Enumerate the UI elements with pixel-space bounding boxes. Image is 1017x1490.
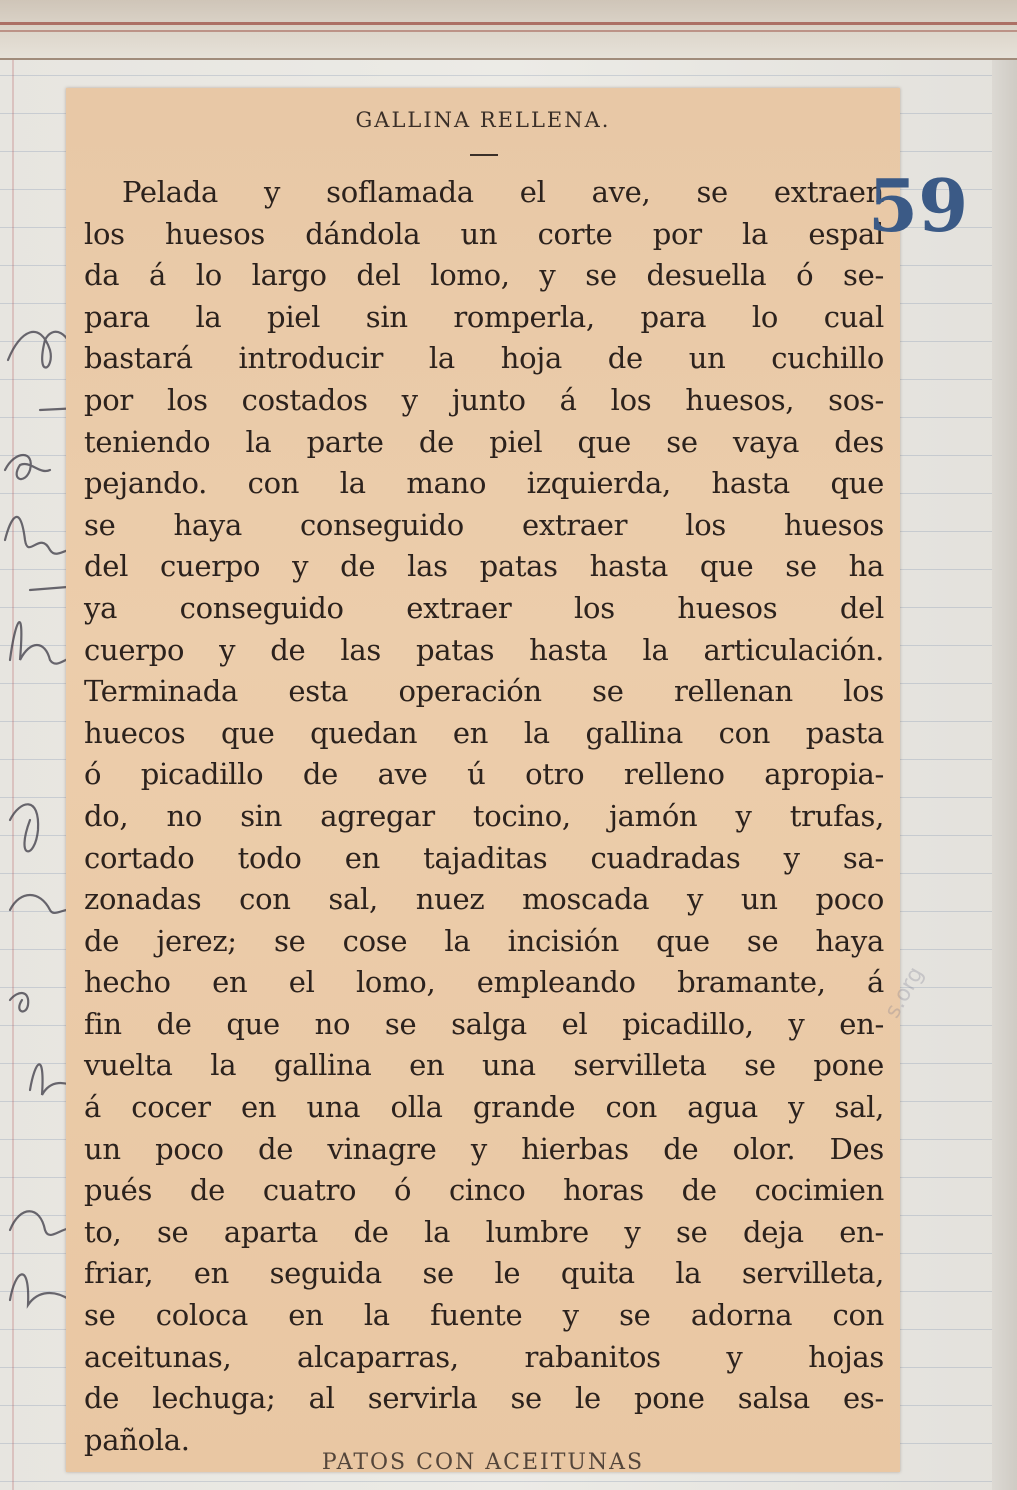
text-line: los huesos dándola un corte por la espal bbox=[84, 216, 884, 251]
text-line: de jerez; se cose la incisión que se haya bbox=[84, 923, 884, 958]
text-line: pañola. bbox=[84, 1422, 190, 1457]
handwriting-stroke bbox=[10, 993, 28, 1011]
text-line: á cocer en una olla grande con agua y sal, bbox=[84, 1090, 884, 1125]
handwriting-stroke bbox=[8, 332, 75, 368]
handwriting-stroke bbox=[5, 455, 50, 479]
text-line: huecos que quedan en la gallina con pasta bbox=[84, 715, 884, 750]
newspaper-clipping bbox=[66, 88, 900, 1472]
text-line: del cuerpo y de las patas hasta que se ha bbox=[84, 549, 884, 584]
text-line: ya conseguido extraer los huesos del bbox=[84, 590, 884, 625]
text-line: por los costados y junto á los huesos, sos- bbox=[84, 382, 884, 417]
text-line: hecho en el lomo, empleando bramante, á bbox=[84, 965, 884, 1000]
text-line: pués de cuatro ó cinco horas de cocimien bbox=[84, 1173, 884, 1208]
page-number: 59 bbox=[868, 163, 969, 248]
text-line: Pelada y soflamada el ave, se extraen bbox=[122, 175, 884, 209]
handwriting-stroke bbox=[10, 804, 38, 851]
text-line: aceitunas, alcaparras, rabanitos y hojas bbox=[84, 1339, 884, 1374]
text-line: se coloca en la fuente y se adorna con bbox=[84, 1298, 884, 1333]
page-right-edge bbox=[992, 60, 1017, 1490]
watermark-text: s.org bbox=[880, 962, 929, 1023]
text-line: zonadas con sal, nuez moscada y un poco bbox=[84, 882, 884, 917]
text-line: bastará introducir la hoja de un cuchillo bbox=[84, 341, 884, 376]
recipe-text bbox=[84, 172, 884, 1461]
text-line: cortado todo en tajaditas cuadradas y sa- bbox=[84, 840, 884, 875]
top-rule-line bbox=[0, 22, 1017, 25]
text-line: ó picadillo de ave ú otro relleno apropia- bbox=[84, 757, 884, 792]
title-divider bbox=[470, 154, 498, 156]
text-line: da á lo largo del lomo, y se desuella ó se- bbox=[84, 258, 884, 293]
page-top-edge bbox=[0, 0, 1017, 60]
text-line: un poco de vinagre y hierbas de olor. Des bbox=[84, 1131, 884, 1166]
text-line: se haya conseguido extraer los huesos bbox=[84, 507, 884, 542]
text-line: cuerpo y de las patas hasta la articulación. bbox=[84, 632, 884, 667]
text-line: vuelta la gallina en una servilleta se pone bbox=[84, 1048, 884, 1083]
text-line: friar, en seguida se le quita la servilleta, bbox=[84, 1256, 884, 1291]
top-rule-line-thin bbox=[0, 30, 1017, 32]
next-recipe-title: PATOS CON ACEITUNAS bbox=[321, 1450, 645, 1472]
recipe-title: GALLINA RELLENA. bbox=[355, 108, 611, 132]
text-line: do, no sin agregar tocino, jamón y trufas, bbox=[84, 798, 884, 833]
text-line: fin de que no se salga el picadillo, y en- bbox=[84, 1006, 884, 1041]
text-line: teniendo la parte de piel que se vaya des bbox=[84, 424, 884, 459]
text-line: to, se aparta de la lumbre y se deja en- bbox=[84, 1214, 884, 1249]
text-line: para la piel sin romperla, para lo cual bbox=[84, 299, 884, 334]
text-line: Terminada esta operación se rellenan los bbox=[84, 674, 884, 709]
text-line: pejando. con la mano izquierda, hasta que bbox=[84, 466, 884, 501]
text-line: de lechuga; al servirla se le pone salsa es- bbox=[84, 1381, 884, 1416]
